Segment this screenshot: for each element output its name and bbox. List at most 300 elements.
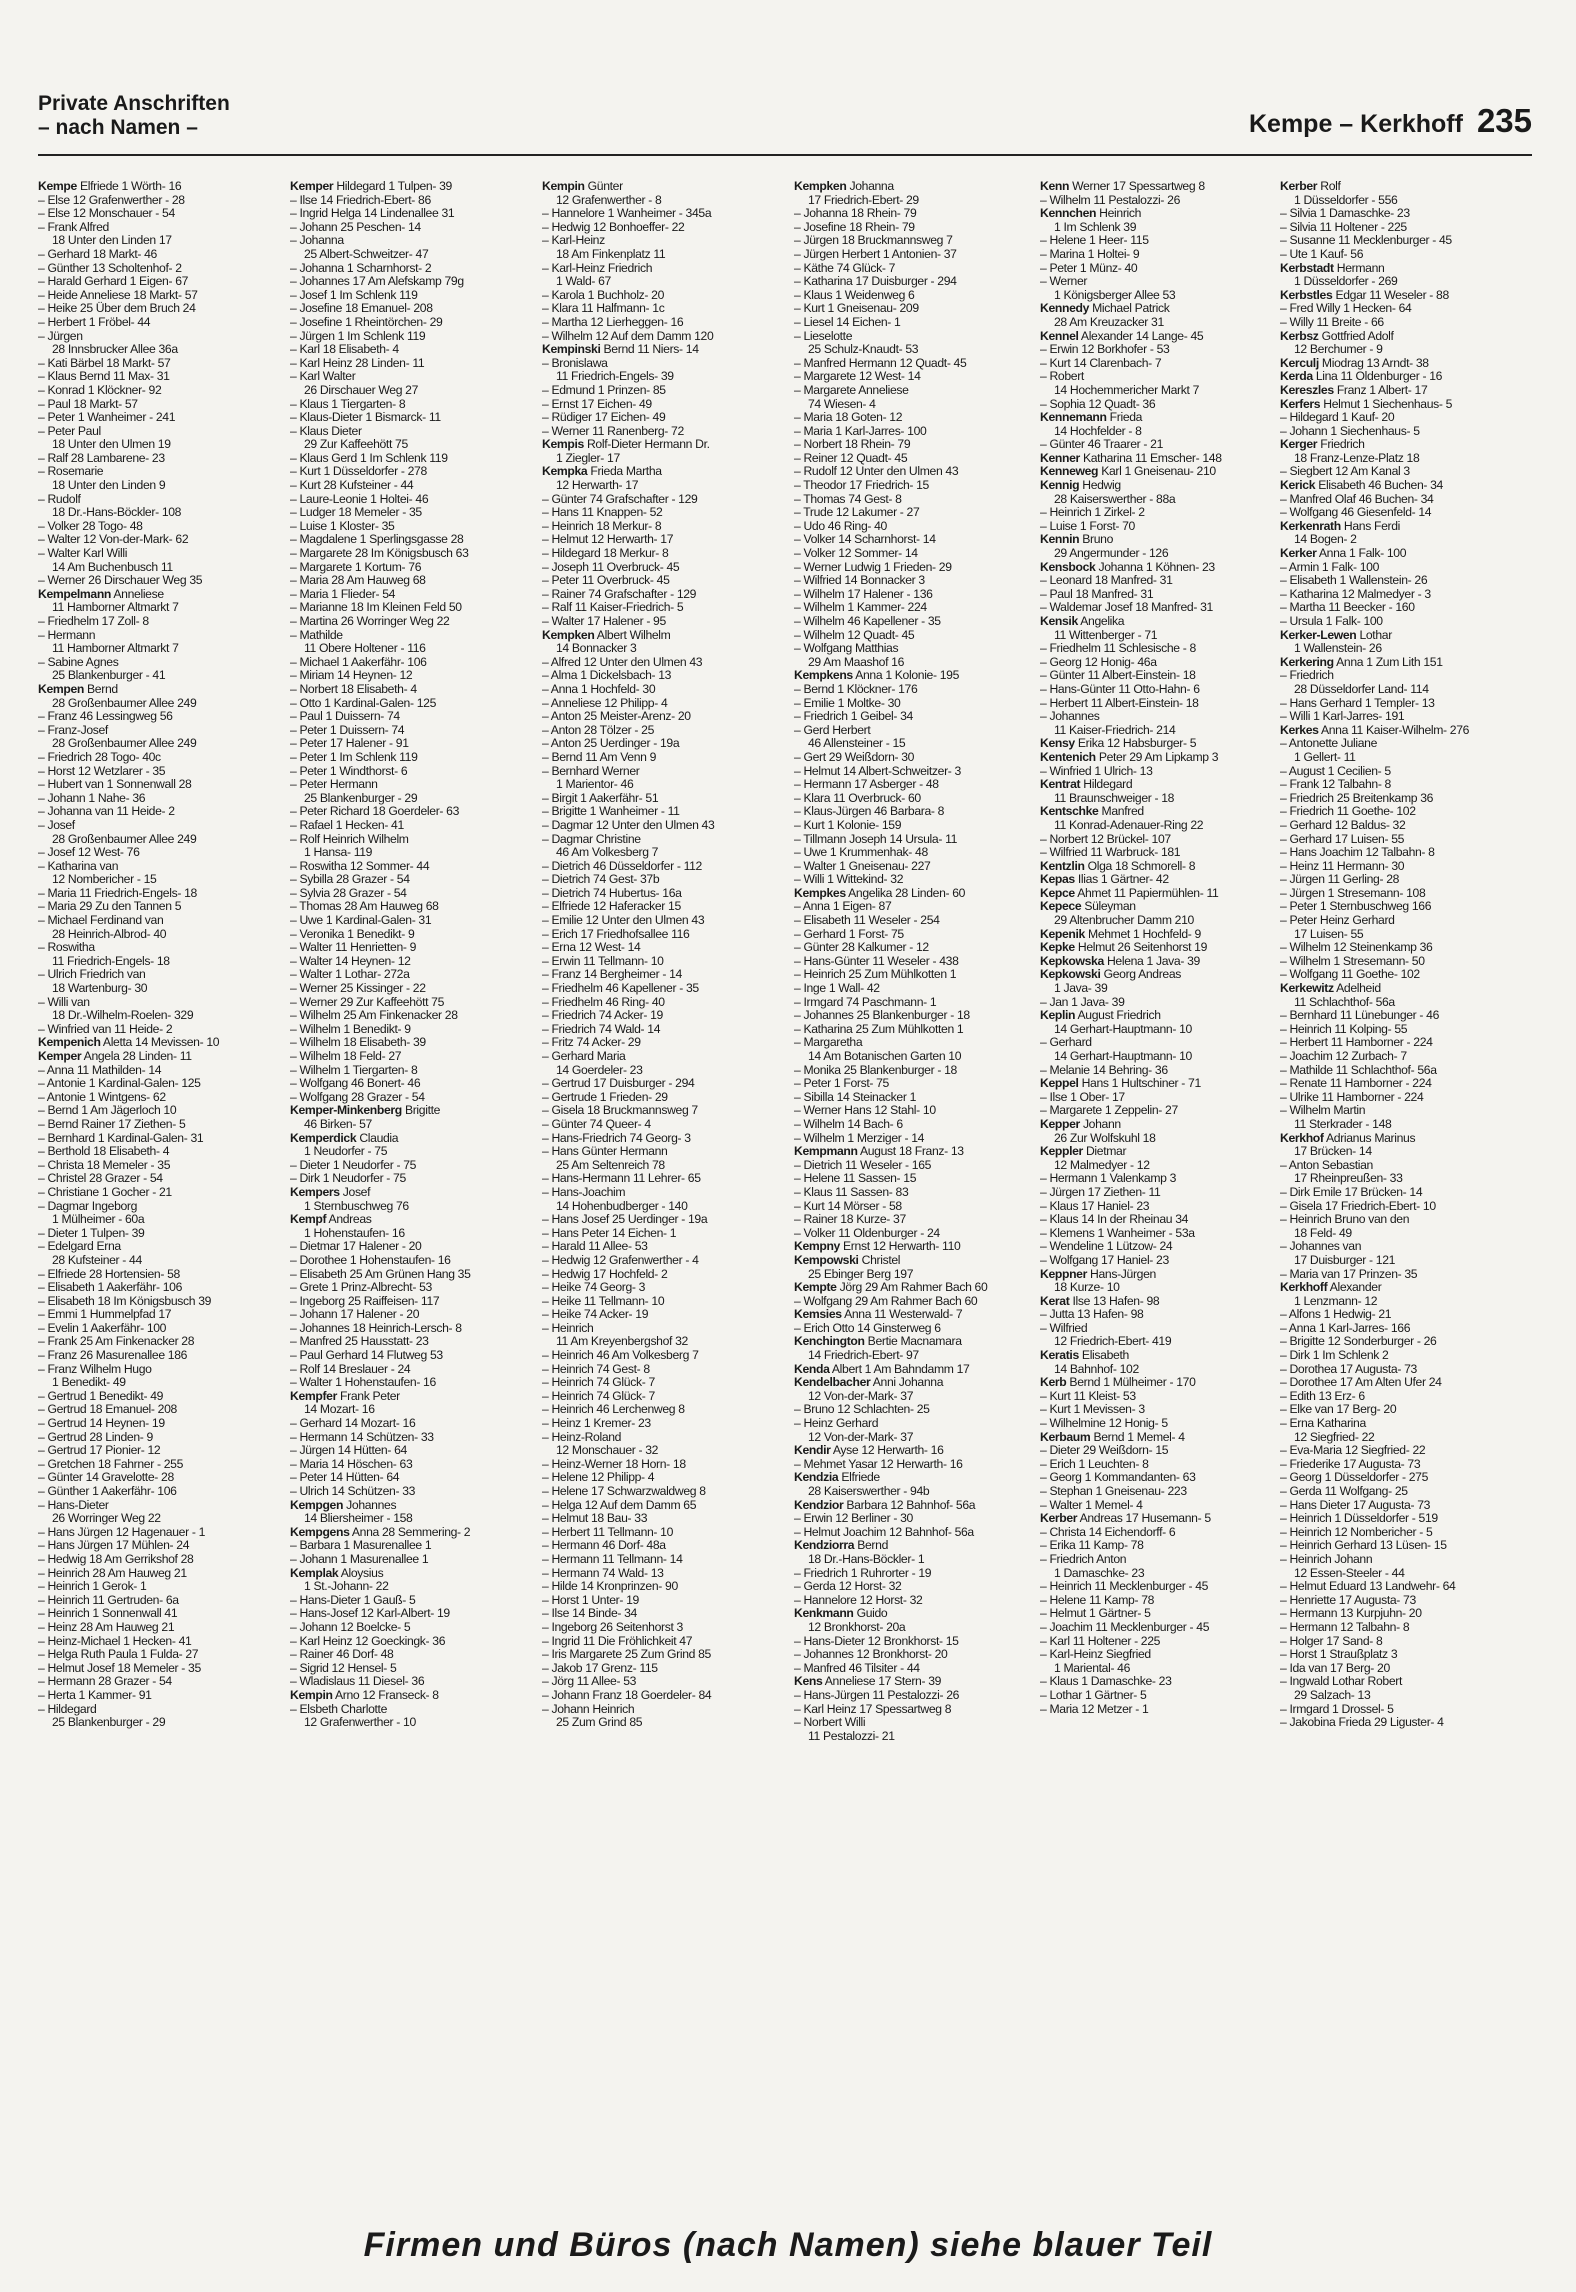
directory-entry: [542, 1553, 778, 1567]
directory-entry: [794, 1458, 1030, 1472]
directory-entry: [542, 1417, 778, 1431]
directory-entry: [542, 1322, 778, 1336]
entry-text: – Johannes van: [1280, 1239, 1362, 1254]
directory-entry: [542, 398, 778, 412]
entry-text: 12 Essen-Steeler - 44: [1294, 1565, 1405, 1580]
directory-entry: [542, 207, 778, 221]
directory-entry: [38, 1036, 274, 1050]
directory-entry: [290, 860, 526, 874]
entry-text: – Alma 1 Dickelsbach- 13: [542, 668, 672, 683]
entry-text: – Winfried van 11 Heide- 2: [38, 1021, 173, 1036]
entry-text: – Elisabeth 1 Wallenstein- 26: [1280, 573, 1428, 588]
directory-column-4: [794, 180, 1030, 1743]
directory-entry: [1280, 1716, 1516, 1730]
entry-text: – Franz Wilhelm Hugo: [38, 1361, 152, 1376]
directory-entry: [542, 1635, 778, 1649]
surname: Kerkenrath: [1280, 518, 1341, 533]
directory-entry: [1040, 1281, 1276, 1295]
entry-text: – Iris Margarete 25 Zum Grind 85: [542, 1647, 711, 1662]
directory-entry: [542, 833, 778, 847]
directory-entry: [542, 1036, 778, 1050]
entry-text: – Jörg 11 Allee- 53: [542, 1674, 637, 1689]
entry-text: – Maria 1 Karl-Jarres- 100: [794, 423, 927, 438]
entry-text: – Josefine 18 Emanuel- 208: [290, 301, 433, 316]
directory-entry: [794, 1431, 1030, 1445]
entry-text: – Dieter 1 Neudorfer - 75: [290, 1157, 417, 1172]
entry-text: Anna 11 Kaiser-Wilhelm- 276: [1320, 722, 1470, 737]
entry-text: – Susanne 11 Mecklenburger - 45: [1280, 233, 1452, 248]
directory-entry: [1040, 1512, 1276, 1526]
directory-entry: [542, 1716, 778, 1730]
directory-entry: [38, 1594, 274, 1608]
directory-entry: [38, 710, 274, 724]
directory-entry: [38, 1662, 274, 1676]
directory-entry: [38, 1607, 274, 1621]
entry-text: – Stephan 1 Gneisenau- 223: [1040, 1484, 1187, 1498]
directory-entry: [290, 683, 526, 697]
directory-entry: [1280, 343, 1516, 357]
entry-text: – Heike 74 Acker- 19: [542, 1307, 649, 1322]
directory-entry: [794, 683, 1030, 697]
entry-text: 28 Großenbaumer Allee 249: [52, 831, 197, 846]
directory-entry: [794, 330, 1030, 344]
directory-entry: [38, 1335, 274, 1349]
directory-entry: [38, 819, 274, 833]
entry-text: – Hermann: [38, 627, 96, 642]
entry-text: Bernd 1 Memel- 4: [1093, 1429, 1185, 1444]
entry-text: – Wilhelm 1 Merziger - 14: [794, 1130, 925, 1145]
directory-entry: [38, 900, 274, 914]
entry-text: – August 1 Cecilien- 5: [1280, 763, 1391, 778]
entry-text: – Maria van 17 Prinzen- 35: [1280, 1266, 1418, 1281]
directory-entry: [38, 465, 274, 479]
directory-entry: [290, 1050, 526, 1064]
entry-text: – Peter 11 Overbruck- 45: [542, 573, 670, 588]
directory-entry: [290, 982, 526, 996]
directory-entry: [794, 833, 1030, 847]
surname: Kempf: [290, 1212, 327, 1227]
directory-entry: [1040, 574, 1276, 588]
directory-entry: [290, 615, 526, 629]
surname: Kempfer: [290, 1388, 337, 1403]
entry-text: 12 Bronkhorst- 20a: [808, 1619, 906, 1634]
entry-text: – Karl Walter: [290, 369, 356, 384]
directory-entry: [1280, 1091, 1516, 1105]
entry-text: – Josefine 18 Rhein- 79: [794, 219, 915, 234]
surname: Kemper: [38, 1049, 82, 1063]
directory-entry: [290, 1539, 526, 1553]
entry-text: – Elsbeth Charlotte: [290, 1701, 388, 1716]
directory-entry: [1040, 805, 1276, 819]
directory-entry: [38, 860, 274, 874]
directory-entry: [1280, 1172, 1516, 1186]
directory-entry: [38, 1254, 274, 1268]
directory-entry: [1040, 860, 1276, 874]
directory-entry: [794, 465, 1030, 479]
surname: Kerber: [1280, 180, 1318, 193]
directory-entry: [542, 1050, 778, 1064]
directory-entry: [290, 751, 526, 765]
entry-text: – Paul 1 Duissern- 74: [290, 709, 400, 724]
entry-text: – Volker 14 Scharnhorst- 14: [794, 532, 936, 547]
entry-text: – Siegbert 12 Am Kanal 3: [1280, 464, 1410, 479]
directory-entry: [542, 1526, 778, 1540]
directory-entry: [1280, 1132, 1516, 1146]
entry-text: 25 Schulz-Knaudt- 53: [808, 342, 919, 357]
entry-text: – Elisabeth 18 Im Königsbusch 39: [38, 1293, 212, 1308]
directory-entry: [794, 1539, 1030, 1553]
directory-entry: [38, 330, 274, 344]
surname: Kempken: [794, 180, 847, 193]
directory-entry: [1280, 1104, 1516, 1118]
entry-text: Karl 1 Gneisenau- 210: [1101, 464, 1216, 479]
directory-entry: [1040, 1594, 1276, 1608]
directory-entry: [1040, 1607, 1276, 1621]
entry-text: Aloysius: [340, 1565, 384, 1580]
entry-text: – Maria 11 Friedrich-Engels- 18: [38, 885, 197, 900]
directory-entry: [794, 1268, 1030, 1282]
entry-text: – Josef 1 Im Schlenk 119: [290, 287, 418, 302]
entry-text: 11 Hamborner Altmarkt 7: [52, 641, 179, 656]
directory-entry: [542, 248, 778, 262]
directory-entry: [290, 669, 526, 683]
directory-entry: [1280, 493, 1516, 507]
directory-entry: [794, 1675, 1030, 1689]
entry-text: – Else 12 Monschauer - 54: [38, 206, 175, 221]
directory-entry: [794, 873, 1030, 887]
entry-text: – Hedwig 18 Am Gerrikshof 28: [38, 1551, 194, 1566]
directory-entry: [38, 1077, 274, 1091]
directory-entry: [542, 601, 778, 615]
entry-text: – Jürgen 17 Ziethen- 11: [1040, 1184, 1161, 1199]
entry-text: – Herbert 11 Tellmann- 10: [542, 1524, 674, 1539]
entry-text: – Walter 1 Lothar- 272a: [290, 967, 410, 982]
directory-entry: [794, 221, 1030, 235]
directory-entry: [290, 1132, 526, 1146]
directory-entry: [542, 221, 778, 235]
entry-text: – Miriam 14 Heynen- 12: [290, 668, 413, 683]
directory-entry: [1040, 629, 1276, 643]
entry-text: – Elisabeth 1 Aakerfähr- 106: [38, 1280, 182, 1295]
entry-text: – Theodor 17 Friedrich- 15: [794, 478, 929, 493]
entry-text: – Henriette 17 Augusta- 73: [1280, 1592, 1416, 1607]
directory-entry: [290, 425, 526, 439]
directory-entry: [290, 411, 526, 425]
directory-entry: [1040, 302, 1276, 316]
entry-text: – Jürgen 14 Hütten- 64: [290, 1443, 407, 1458]
directory-entry: [542, 316, 778, 330]
entry-text: – Edelgard Erna: [38, 1239, 121, 1254]
entry-text: 25 Blankenburger - 29: [52, 1715, 166, 1730]
directory-entry: [290, 289, 526, 303]
entry-text: – Hermann 13 Kurpjuhn- 20: [1280, 1606, 1422, 1621]
directory-entry: [794, 1662, 1030, 1676]
directory-entry: [38, 1431, 274, 1445]
directory-entry: [290, 765, 526, 779]
directory-entry: [794, 438, 1030, 452]
entry-text: – Lothar 1 Gärtner- 5: [1040, 1687, 1147, 1702]
entry-text: – Hans Gerhard 1 Templer- 13: [1280, 695, 1435, 710]
directory-entry: [542, 1077, 778, 1091]
entry-text: Anneliese 17 Stern- 39: [824, 1674, 942, 1689]
directory-entry: [794, 724, 1030, 738]
directory-entry: [542, 1403, 778, 1417]
entry-text: – Ralf 11 Kaiser-Friedrich- 5: [542, 600, 684, 615]
entry-text: – Elisabeth 11 Weseler - 254: [794, 913, 940, 928]
directory-entry: [542, 873, 778, 887]
directory-entry: [794, 1689, 1030, 1703]
entry-text: – Hermann 11 Tellmann- 14: [542, 1551, 683, 1566]
directory-entry: [38, 1213, 274, 1227]
entry-text: – Hans-Josef 12 Karl-Albert- 19: [290, 1606, 450, 1621]
directory-entry: [290, 656, 526, 670]
directory-entry: [794, 343, 1030, 357]
directory-columns: [38, 180, 1532, 2190]
directory-entry: [1280, 996, 1516, 1010]
entry-text: 1 Im Schlenk 39: [1054, 219, 1137, 234]
surname: Kerkhoff: [1280, 1280, 1328, 1295]
directory-entry: [38, 683, 274, 697]
entry-text: Manfred: [1101, 804, 1144, 819]
entry-text: – Ingrid Helga 14 Lindenallee 31: [290, 206, 455, 221]
entry-text: – Hans Josef 25 Uerdinger - 19a: [542, 1212, 708, 1227]
directory-entry: [38, 1186, 274, 1200]
entry-text: – Wilhelm 12 Quadt- 45: [794, 627, 915, 642]
entry-text: – Heinz 1 Kremer- 23: [542, 1416, 651, 1431]
entry-text: – Klaus-Jürgen 46 Barbara- 8: [794, 804, 945, 819]
directory-entry: [542, 1118, 778, 1132]
entry-text: – Gerhard 1 Forst- 75: [794, 926, 904, 941]
directory-entry: [1040, 289, 1276, 303]
entry-text: – Klara 11 Halfmann- 1c: [542, 301, 665, 316]
entry-text: – Günther 13 Scholtenhof- 2: [38, 260, 182, 275]
directory-entry: [1280, 1281, 1516, 1295]
directory-entry: [38, 506, 274, 520]
entry-text: – Fritz 74 Acker- 29: [542, 1035, 641, 1050]
directory-entry: [1280, 1417, 1516, 1431]
directory-entry: [794, 710, 1030, 724]
entry-text: – Günter 14 Gravelotte- 28: [38, 1470, 174, 1485]
entry-text: Elisabeth 46 Buchen- 34: [1318, 478, 1443, 493]
entry-text: – Volker 28 Togo- 48: [38, 518, 143, 533]
entry-text: – Karl-Heinz: [542, 233, 605, 248]
entry-text: Werner 17 Spessartweg 8: [1072, 180, 1205, 193]
directory-column-2: [290, 180, 526, 1730]
surname: Kempin: [542, 180, 585, 193]
directory-entry: [794, 1607, 1030, 1621]
entry-text: – Hans-Joachim: [542, 1184, 626, 1199]
entry-text: – Heinrich 11 Kolping- 55: [1280, 1021, 1408, 1036]
directory-entry: [1040, 275, 1276, 289]
directory-entry: [290, 737, 526, 751]
directory-entry: [1280, 588, 1516, 602]
directory-entry: [542, 506, 778, 520]
entry-text: – Heinrich 46 Lerchenweg 8: [542, 1402, 685, 1417]
directory-entry: [1280, 656, 1516, 670]
directory-entry: [1040, 737, 1276, 751]
page-header: [38, 88, 1532, 156]
entry-text: Edgar 11 Weseler - 88: [1335, 287, 1449, 302]
directory-entry: [794, 1499, 1030, 1513]
entry-text: – Kurt 1 Mevissen- 3: [1040, 1402, 1145, 1417]
surname: Keppel: [1040, 1076, 1079, 1091]
entry-text: Bernd 11 Niers- 14: [603, 342, 699, 357]
surname: Kempers: [290, 1184, 340, 1199]
entry-text: – Heinrich 11 Gertruden- 6a: [38, 1592, 179, 1607]
directory-entry: [1040, 669, 1276, 683]
entry-text: 29 Altenbrucher Damm 210: [1054, 913, 1194, 928]
directory-entry: [38, 1458, 274, 1472]
entry-text: Anni Johanna: [872, 1375, 944, 1390]
directory-entry: [794, 1091, 1030, 1105]
entry-text: 11 Sterkrader - 148: [1294, 1116, 1392, 1131]
entry-text: – Renate 11 Hamborner - 224: [1280, 1076, 1432, 1091]
directory-entry: [794, 1172, 1030, 1186]
entry-text: – Jürgen 1 Im Schlenk 119: [290, 328, 426, 343]
entry-text: – Johannes: [1040, 709, 1100, 724]
entry-text: 14 Bliersheimer - 158: [304, 1511, 413, 1526]
entry-text: – Christa 18 Memeler - 35: [38, 1157, 171, 1172]
directory-entry: [1280, 384, 1516, 398]
entry-text: – Wladislaus 11 Diesel- 36: [290, 1674, 425, 1689]
directory-entry: [38, 1050, 274, 1064]
directory-entry: [290, 1607, 526, 1621]
directory-entry: [1040, 506, 1276, 520]
entry-text: 14 Bogen- 2: [1294, 532, 1357, 547]
surname: Kerat: [1040, 1293, 1070, 1308]
entry-text: 46 Allensteiner - 15: [808, 736, 906, 751]
entry-text: – Ursula 1 Falk- 100: [1280, 614, 1383, 628]
directory-entry: [290, 506, 526, 520]
entry-text: – Klaus-Dieter 1 Bismarck- 11: [290, 410, 441, 425]
entry-text: – Karola 1 Buchholz- 20: [542, 287, 665, 302]
surname: Kentzlin: [1040, 858, 1085, 873]
entry-text: Helmut 26 Seitenhorst 19: [1077, 940, 1208, 955]
directory-entry: [1040, 384, 1276, 398]
entry-text: – Kurt 1 Düsseldorfer - 278: [290, 464, 427, 479]
entry-text: Guido: [856, 1606, 888, 1621]
surname: Keratis: [1040, 1348, 1079, 1363]
directory-entry: [1280, 615, 1516, 629]
directory-entry: [38, 1689, 274, 1703]
entry-text: – Gisela 17 Friedrich-Ebert- 10: [1280, 1198, 1436, 1213]
entry-text: 11 Kaiser-Friedrich- 214: [1054, 722, 1176, 737]
directory-entry: [38, 520, 274, 534]
directory-entry: [290, 1064, 526, 1078]
entry-text: – Erika 11 Kamp- 78: [1040, 1538, 1144, 1553]
entry-text: – Gerda 12 Horst- 32: [794, 1579, 902, 1594]
entry-text: 17 Brücken- 14: [1294, 1144, 1372, 1159]
directory-entry: [290, 1390, 526, 1404]
entry-text: – Friedrich: [1280, 668, 1334, 683]
surname: Kempowski: [794, 1252, 859, 1267]
directory-entry: [38, 234, 274, 248]
directory-entry: [542, 574, 778, 588]
entry-text: – Edith 13 Erz- 6: [1280, 1388, 1365, 1403]
entry-text: – Ulrich 14 Schützen- 33: [290, 1484, 416, 1498]
directory-entry: [794, 887, 1030, 901]
entry-text: – Wilhelm 1 Tiergarten- 8: [290, 1062, 418, 1077]
directory-entry: [1040, 1376, 1276, 1390]
entry-text: – Erna Katharina: [1280, 1416, 1366, 1431]
entry-text: – Lieselotte: [794, 328, 853, 343]
entry-text: – Maria 29 Zu den Tannen 5: [38, 899, 182, 914]
directory-entry: [1040, 520, 1276, 534]
directory-entry: [794, 1335, 1030, 1349]
directory-entry: [290, 1023, 526, 1037]
entry-text: – Hans Dieter 17 Augusta- 73: [1280, 1497, 1431, 1512]
directory-entry: [1280, 833, 1516, 847]
entry-text: – Helmut 14 Albert-Schweitzer- 3: [794, 763, 961, 778]
entry-text: – Erwin 11 Tellmann- 10: [542, 953, 664, 968]
directory-entry: [38, 751, 274, 765]
entry-text: – Johann 12 Boelcke- 5: [290, 1619, 411, 1634]
directory-entry: [290, 316, 526, 330]
directory-entry: [1040, 547, 1276, 561]
entry-text: – Heinrich 28 Am Hauweg 21: [38, 1565, 187, 1580]
directory-entry: [542, 1458, 778, 1472]
directory-entry: [290, 1403, 526, 1417]
entry-text: – Wilhelm 12 Auf dem Damm 120: [542, 328, 714, 343]
entry-text: – Liesel 14 Eichen- 1: [794, 314, 901, 329]
directory-entry: [542, 1186, 778, 1200]
entry-text: Peter 29 Am Lipkamp 3: [1098, 749, 1219, 764]
directory-entry: [1040, 928, 1276, 942]
entry-text: 11 Friedrich-Engels- 18: [52, 953, 170, 968]
directory-entry: [794, 669, 1030, 683]
entry-text: – Wolfgang 11 Goethe- 102: [1280, 967, 1420, 982]
directory-entry: [1280, 697, 1516, 711]
directory-entry: [794, 384, 1030, 398]
entry-text: – Johann 1 Masurenallee 1: [290, 1551, 429, 1566]
directory-entry: [290, 493, 526, 507]
entry-text: – Hans 11 Knappen- 52: [542, 505, 663, 520]
directory-entry: [290, 1431, 526, 1445]
directory-entry: [794, 533, 1030, 547]
surname: Kerkering: [1280, 654, 1334, 669]
directory-entry: [1280, 1526, 1516, 1540]
entry-text: – Klaus Gerd 1 Im Schlenk 119: [290, 450, 448, 465]
entry-text: – Roswitha 12 Sommer- 44: [290, 858, 430, 873]
surname: Kemplak: [290, 1565, 339, 1580]
surname: Kempkens: [794, 668, 853, 683]
entry-text: – Klaus Dieter: [290, 423, 362, 438]
directory-entry: [542, 1471, 778, 1485]
surname: Kempenich: [38, 1035, 101, 1050]
entry-text: – Gerhard 17 Luisen- 55: [1280, 831, 1405, 846]
entry-text: – Wilfried: [1040, 1320, 1088, 1335]
entry-text: – Anneliese 12 Philipp- 4: [542, 695, 668, 710]
directory-entry: [290, 1295, 526, 1309]
surname: Kepenik: [1040, 926, 1085, 941]
entry-text: 18 Franz-Lenze-Platz 18: [1294, 450, 1420, 465]
entry-text: – Peter 1 Sternbuschweg 166: [1280, 899, 1432, 914]
entry-text: Anna 28 Semmering- 2: [351, 1524, 471, 1539]
directory-entry: [542, 1376, 778, 1390]
directory-entry: [38, 1268, 274, 1282]
entry-text: – Kurt 1 Gneisenau- 209: [794, 301, 919, 316]
entry-text: 1 Wallenstein- 26: [1294, 641, 1382, 656]
directory-entry: [1040, 1172, 1276, 1186]
directory-entry: [794, 1240, 1030, 1254]
surname: Kempken: [542, 627, 595, 642]
surname: Kepkowska: [1040, 953, 1104, 968]
directory-entry: [1280, 955, 1516, 969]
directory-entry: [1040, 221, 1276, 235]
entry-text: – Jürgen 11 Gerling- 28: [1280, 872, 1400, 887]
directory-entry: [542, 615, 778, 629]
directory-entry: [38, 1526, 274, 1540]
